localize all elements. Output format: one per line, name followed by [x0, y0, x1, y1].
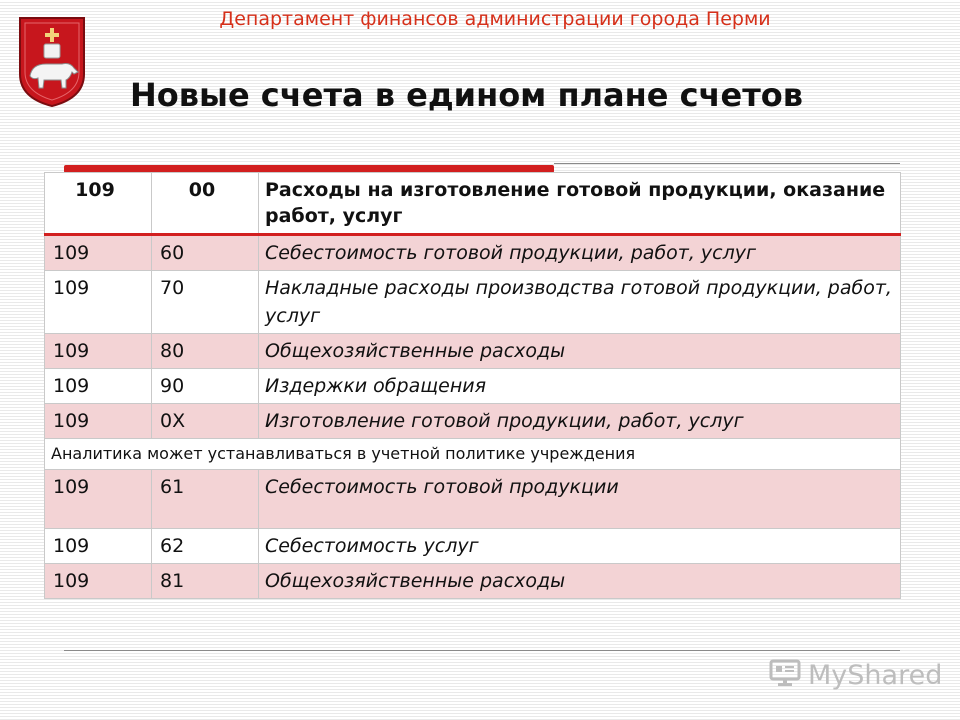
page-title: Новые счета в едином плане счетов: [130, 76, 803, 114]
description-cell: Себестоимость готовой продукции: [259, 470, 901, 529]
account-code-cell: 109: [45, 235, 152, 271]
table-header-row: [45, 173, 901, 235]
accounts-table: [44, 172, 901, 599]
analytics-note: Аналитика может устанавливаться в учетной политике учреждения: [45, 439, 901, 470]
account-code-cell: 109: [45, 271, 152, 334]
description-cell: Себестоимость услуг: [259, 529, 901, 564]
description-cell: Накладные расходы производства готовой продукции, работ, услуг: [259, 271, 901, 334]
sub-code-cell: 70: [152, 271, 259, 334]
presentation-screen-icon: [768, 658, 802, 692]
table-row: [45, 470, 901, 529]
account-code-cell: 109: [45, 369, 152, 404]
header-description: Расходы на изготовление готовой продукции, оказание работ, услуг: [259, 173, 901, 235]
description-cell: Изготовление готовой продукции, работ, услуг: [259, 404, 901, 439]
table-row: [45, 334, 901, 369]
account-code-cell: 109: [45, 334, 152, 369]
sub-code-cell: 62: [152, 529, 259, 564]
sub-code-cell: 0X: [152, 404, 259, 439]
description-cell: Общехозяйственные расходы: [259, 564, 901, 599]
department-header: Департамент финансов администрации города Перми: [219, 8, 771, 30]
table-row: [45, 369, 901, 404]
account-code-cell: 109: [45, 404, 152, 439]
watermark-text: MyShared: [808, 659, 943, 691]
table-row: [45, 529, 901, 564]
analytics-note-row: [45, 439, 901, 470]
header-sub-code: 00: [152, 173, 259, 235]
account-code-cell: 109: [45, 470, 152, 529]
header-account-code: 109: [45, 173, 152, 235]
table-row: [45, 235, 901, 271]
watermark: [768, 657, 942, 693]
account-code-cell: 109: [45, 564, 152, 599]
description-cell: Издержки обращения: [259, 369, 901, 404]
description-cell: Себестоимость готовой продукции, работ, услуг: [259, 235, 901, 271]
decorative-divider-bottom: [64, 650, 900, 651]
sub-code-cell: 90: [152, 369, 259, 404]
sub-code-cell: 61: [152, 470, 259, 529]
description-cell: Общехозяйственные расходы: [259, 334, 901, 369]
table-row: [45, 564, 901, 599]
sub-code-cell: 60: [152, 235, 259, 271]
sub-code-cell: 81: [152, 564, 259, 599]
table-row: [45, 271, 901, 334]
perm-coat-of-arms-icon: [16, 14, 88, 108]
account-code-cell: 109: [45, 529, 152, 564]
sub-code-cell: 80: [152, 334, 259, 369]
decorative-divider-top: [554, 163, 900, 164]
table-row: [45, 404, 901, 439]
